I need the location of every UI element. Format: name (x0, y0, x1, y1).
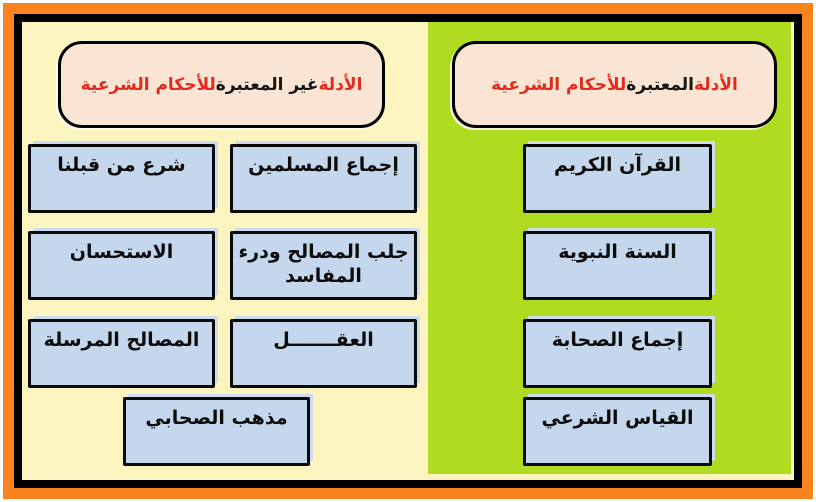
orange-border-frame (3, 3, 813, 499)
evidence-box-madhhab-sahabi: مذهب الصحابي (123, 397, 310, 466)
evidence-box-masalih-mursalah: المصالح المرسلة (28, 319, 215, 388)
title-segment: للأحكام الشرعية (491, 74, 627, 95)
title-segment: للأحكام الشرعية (80, 74, 216, 95)
evidence-box-qiyas: القياس الشرعي (523, 397, 712, 466)
evidence-box-aql: العقـــــــل (230, 319, 417, 388)
black-border-frame (14, 14, 802, 488)
invalid-evidences-title (58, 41, 385, 128)
title-segment: الأدلة (693, 74, 738, 95)
evidence-box-jalb-masalih: جلب المصالح ودرء المفاسد (230, 231, 417, 300)
slide-content (22, 22, 794, 480)
title-segment: المعتبرة (626, 74, 694, 95)
title-segment: الأدلة (318, 74, 363, 95)
evidence-box-shar-man-qablana: شرع من قبلنا (28, 144, 215, 213)
title-segment: غير المعتبرة (215, 74, 319, 95)
valid-evidences-title (452, 41, 777, 128)
evidence-box-muslims-consensus: إجماع المسلمين (230, 144, 417, 213)
evidence-box-companions-consensus: إجماع الصحابة (523, 319, 712, 388)
evidence-box-istihsan: الاستحسان (28, 231, 215, 300)
evidence-box-quran: القرآن الكريم (523, 144, 712, 213)
evidence-box-sunnah: السنة النبوية (523, 231, 712, 300)
